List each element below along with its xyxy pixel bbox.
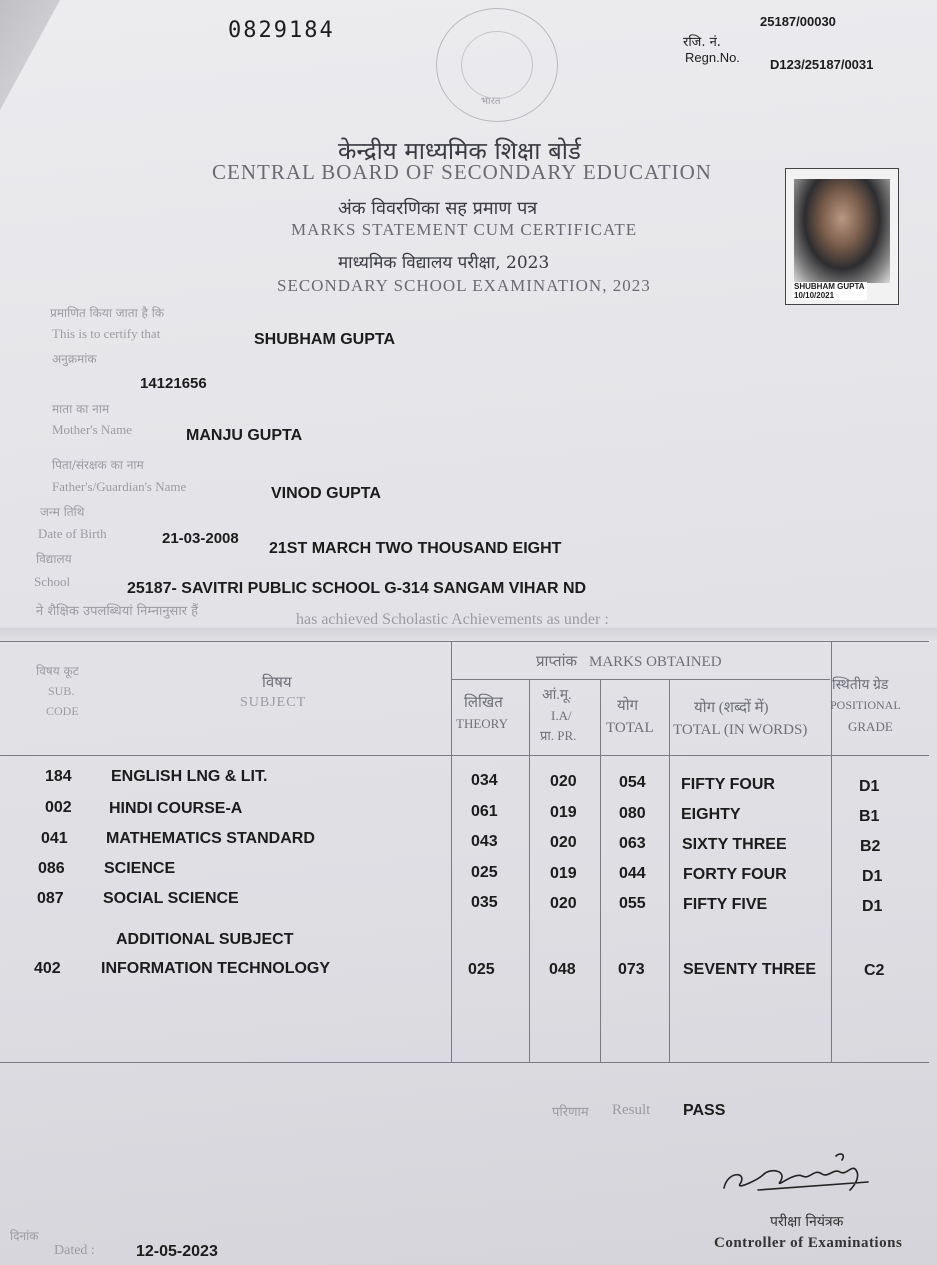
total-marks: 055 <box>619 895 646 912</box>
mother-name: MANJU GUPTA <box>186 427 303 444</box>
mother-label-hindi: माता का नाम <box>52 402 110 416</box>
header-code-line2: CODE <box>46 704 79 718</box>
achieved-label: has achieved Scholastic Achievements as under : <box>296 611 609 628</box>
mother-label: Mother's Name <box>52 422 132 437</box>
subject-code: 002 <box>45 799 72 816</box>
positional-grade: C2 <box>864 962 885 979</box>
dob-label: Date of Birth <box>38 526 107 541</box>
roll-number: 14121656 <box>140 375 207 392</box>
result-label: Result <box>612 1102 651 1118</box>
header-theory: THEORY <box>456 716 508 731</box>
father-label-hindi: पिता/संरक्षक का नाम <box>52 458 144 472</box>
student-photo <box>785 168 899 305</box>
subject-code: 184 <box>45 768 72 785</box>
subject-code: 086 <box>38 860 65 877</box>
father-label: Father's/Guardian's Name <box>52 479 187 494</box>
serial-number: 0829184 <box>228 18 335 43</box>
top-reference: 25187/00030 <box>760 14 836 29</box>
roll-label-hindi: अनुक्रमांक <box>52 352 97 366</box>
dob-label-hindi: जन्म तिथि <box>40 505 85 519</box>
header-theory-hindi: लिखित <box>464 695 503 711</box>
seal-text: भारत <box>481 96 501 107</box>
header-grade-line1: POSITIONAL <box>830 698 901 712</box>
student-name: SHUBHAM GUPTA <box>254 331 396 348</box>
positional-grade: D1 <box>859 778 880 795</box>
header-grade-hindi: स्थितीय ग्रेड <box>832 678 889 693</box>
header-total-hindi: योग <box>617 698 639 714</box>
certificate-title-hindi: अंक विवरणिका सह प्रमाण पत्र <box>338 198 538 219</box>
student-portrait-image <box>794 179 890 283</box>
col-divider-words <box>669 679 670 1062</box>
total-in-words: SIXTY THREE <box>682 836 787 853</box>
theory-marks: 025 <box>468 961 495 978</box>
certify-label-hindi: प्रमाणित किया जाता है कि <box>50 306 165 320</box>
theory-marks: 034 <box>471 772 498 789</box>
total-marks: 044 <box>619 865 646 882</box>
certificate-title: MARKS STATEMENT CUM CERTIFICATE <box>291 220 638 239</box>
total-in-words: SEVENTY THREE <box>683 961 817 978</box>
total-marks: 080 <box>619 805 646 822</box>
school-name: 25187- SAVITRI PUBLIC SCHOOL G-314 SANGAM VIHAR ND <box>127 580 587 597</box>
ia-marks: 020 <box>550 834 577 851</box>
total-in-words: FIFTY FOUR <box>681 776 775 793</box>
cbse-seal-emblem <box>436 8 558 122</box>
subject-name: MATHEMATICS STANDARD <box>106 830 315 847</box>
certify-label: This is to certify that <box>52 326 161 341</box>
header-grade-line2: GRADE <box>848 719 893 734</box>
theory-marks: 061 <box>471 803 498 820</box>
table-header-rule <box>0 755 929 756</box>
father-name: VINOD GUPTA <box>271 485 381 502</box>
issue-date: 12-05-2023 <box>136 1243 218 1260</box>
total-in-words: EIGHTY <box>681 806 741 823</box>
ia-marks: 048 <box>549 961 576 978</box>
board-name-hindi: केन्द्रीय माध्यमिक शिक्षा बोर्ड <box>338 137 581 165</box>
header-words: TOTAL (IN WORDS) <box>673 722 808 738</box>
dob-in-words: 21ST MARCH TWO THOUSAND EIGHT <box>269 540 562 557</box>
header-subject: SUBJECT <box>240 695 307 710</box>
subject-name: SCIENCE <box>104 860 176 877</box>
header-code-line1: SUB. <box>48 684 75 698</box>
photo-caption <box>792 282 867 300</box>
controller-title: Controller of Examinations <box>714 1235 903 1251</box>
header-marks: MARKS OBTAINED <box>589 654 722 670</box>
positional-grade: B1 <box>859 808 880 825</box>
dated-label-hindi: दिनांक <box>10 1229 39 1243</box>
header-ia-line2: प्रा. PR. <box>540 728 577 743</box>
regn-label-hindi: रजि. नं. <box>683 35 721 50</box>
regn-number: D123/25187/0031 <box>770 57 874 72</box>
subject-code: 402 <box>34 960 61 977</box>
total-marks: 054 <box>619 774 646 791</box>
header-marks-hindi: प्राप्तांक <box>536 654 577 670</box>
table-bottom-rule <box>0 1062 929 1063</box>
photo-caption-name: SHUBHAM GUPTA <box>794 282 865 291</box>
col-divider-theory <box>451 641 452 1062</box>
header-subject-hindi: विषय <box>262 675 292 691</box>
positional-grade: D1 <box>862 898 883 915</box>
exam-name: SECONDARY SCHOOL EXAMINATION, 2023 <box>277 276 651 295</box>
col-divider-ia <box>529 679 530 1062</box>
controller-signature <box>718 1150 878 1200</box>
theory-marks: 035 <box>471 894 498 911</box>
subject-name: ENGLISH LNG & LIT. <box>111 768 268 785</box>
positional-grade: B2 <box>860 838 881 855</box>
theory-marks: 043 <box>471 833 498 850</box>
total-in-words: FORTY FOUR <box>683 866 787 883</box>
result-label-hindi: परिणाम <box>552 1105 589 1120</box>
total-marks: 073 <box>618 961 645 978</box>
ia-marks: 019 <box>550 865 577 882</box>
additional-subject-heading: ADDITIONAL SUBJECT <box>116 931 294 948</box>
school-label: School <box>34 574 71 589</box>
header-code-hindi: विषय कूट <box>36 664 79 678</box>
total-in-words: FIFTY FIVE <box>683 896 768 913</box>
paper-corner-shadow <box>0 0 60 110</box>
header-words-hindi: योग (शब्दों में) <box>694 700 769 716</box>
positional-grade: D1 <box>862 868 883 885</box>
regn-label: Regn.No. <box>685 50 740 65</box>
header-ia-hindi: आं.मू. <box>542 688 572 703</box>
col-divider-total <box>600 679 601 1062</box>
subject-name: INFORMATION TECHNOLOGY <box>101 960 331 977</box>
controller-title-hindi: परीक्षा नियंत्रक <box>770 1214 844 1230</box>
exam-name-hindi: माध्यमिक विद्यालय परीक्षा, 2023 <box>338 253 550 273</box>
subject-name: HINDI COURSE-A <box>109 800 243 817</box>
table-top-rule <box>0 641 929 642</box>
marks-header-rule <box>452 679 830 680</box>
total-marks: 063 <box>619 835 646 852</box>
board-name: CENTRAL BOARD OF SECONDARY EDUCATION <box>212 160 712 184</box>
subject-code: 041 <box>41 830 68 847</box>
photo-caption-date: 10/10/2021 <box>794 291 835 300</box>
school-label-hindi: विद्यालय <box>36 552 72 566</box>
result-value: PASS <box>683 1102 726 1119</box>
achieved-label-hindi: ने शैक्षिक उपलब्धियां निम्नानुसार हैं <box>36 604 199 619</box>
ia-marks: 020 <box>550 895 577 912</box>
dated-label: Dated : <box>54 1243 95 1258</box>
dob-value: 21-03-2008 <box>162 530 239 547</box>
subject-name: SOCIAL SCIENCE <box>103 890 239 907</box>
header-total: TOTAL <box>606 720 654 736</box>
ia-marks: 020 <box>550 773 577 790</box>
theory-marks: 025 <box>471 864 498 881</box>
ia-marks: 019 <box>550 804 577 821</box>
subject-code: 087 <box>37 890 64 907</box>
header-ia-line1: I.A/ <box>551 708 572 723</box>
